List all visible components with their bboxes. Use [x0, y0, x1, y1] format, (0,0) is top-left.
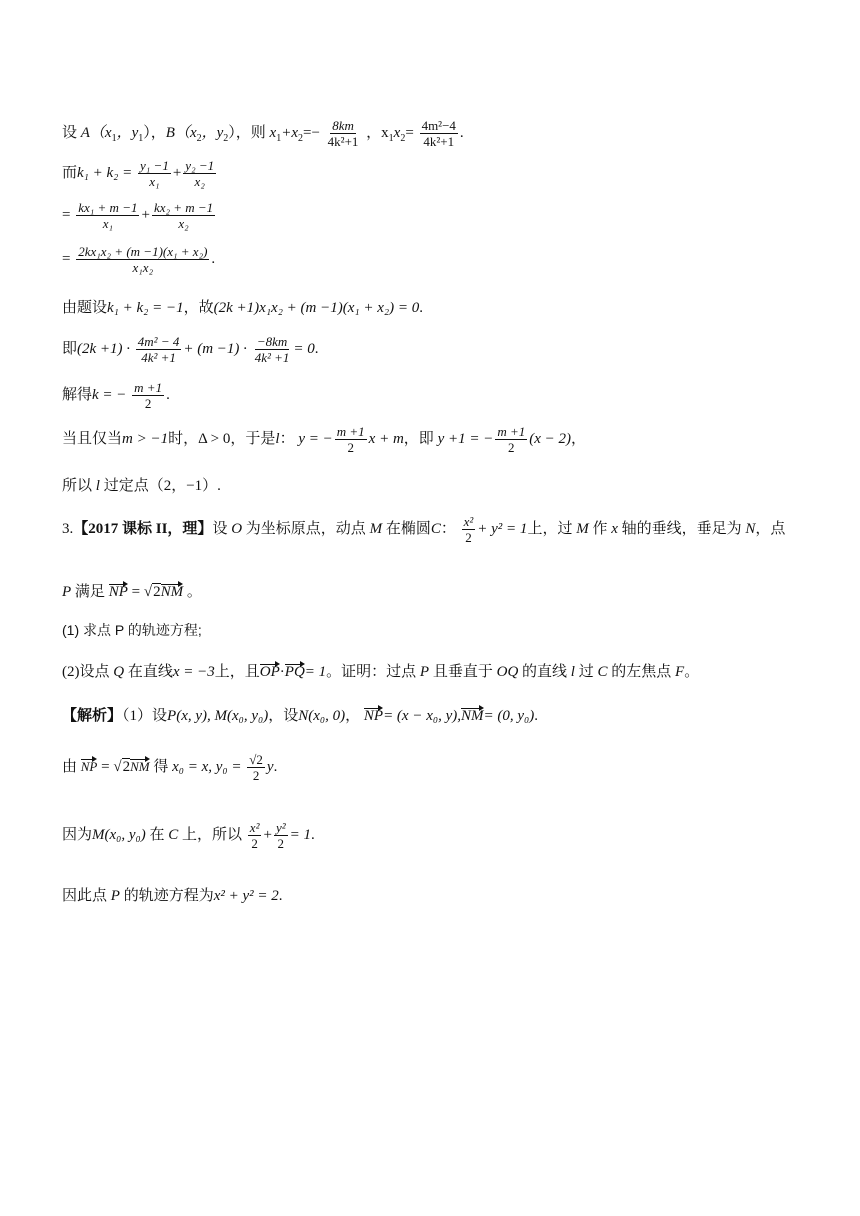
fraction: $\frac{\text{y²}}{2}$	[275, 820, 286, 851]
line-set-ab: 设 $A(x_1$，$y_1$），$B(x_2$，$y_2$），则 $x_1+x_2=-$ $\frac{8km}{\text{4k²+1}}$ ，$x_1x_2=$ $\frac{\text{4m²−4}}{\text{4k²+1}}$ .	[62, 118, 464, 149]
problem-3-statement: 3.【2017 课标 II，理】设 O 为坐标原点，动点 M 在椭圆C： $\frac{\text{x²}}{2}$ + y² = 1上，过 M 作 x 轴的垂线，垂足为 N，点	[62, 514, 786, 545]
solution-line-2: 由 NP = √2NM 得 x₀ = x, y₀ = $\frac{√2}{2}$ y.	[62, 752, 278, 783]
math: ，y	[116, 124, 139, 141]
fraction: $\frac{\text{x²}}{2}$	[249, 820, 260, 851]
math: A（x	[80, 124, 112, 141]
fraction: $\frac{\text{4m² − 4}}{\text{4k² +1}}$	[137, 334, 180, 365]
fraction: $\frac{√2}{2}$	[249, 752, 263, 783]
math: B（x	[165, 124, 197, 141]
solution-line-4: 因此点 P 的轨迹方程为x² + y² = 2.	[62, 888, 283, 904]
text: ，x	[366, 124, 389, 141]
fraction: $\frac{m +1}{2}$	[336, 424, 365, 455]
text: 设	[62, 124, 78, 141]
fraction: $\frac{m +1}{2}$	[497, 424, 526, 455]
line-fixed-point: 所以 l 过定点（2，−1）.	[62, 478, 221, 494]
solution-line-1: 【解析】（1）设P(x, y), M(x₀, y₀)，设N(x₀, 0)， NP= (x − x₀, y),NM= (0, y₀).	[62, 708, 538, 724]
fraction: $\frac{\text{kx₁ + m −1}}{\text{x₁}}$	[78, 200, 138, 231]
fraction: $\frac{8km}{\text{4k²+1}}$	[327, 118, 359, 149]
math: k₁ + k₂ =	[77, 164, 133, 181]
line-k-sum-2: = $\frac{\text{kx₁ + m −1}}{\text{x₁}}$ + $\frac{\text{kx₂ + m −1}}{\text{x₂}}$	[62, 200, 214, 231]
math: =−	[303, 124, 320, 141]
math: x	[393, 124, 401, 141]
problem-3-condition: P 满足 NP = √2NM 。	[62, 584, 202, 600]
fraction: $\frac{m +1}{2}$	[134, 380, 163, 411]
solution-line-3: 因为M(x₀, y₀) 在 C 上，所以 $\frac{\text{x²}}{2}$ + $\frac{\text{y²}}{2}$ = 1.	[62, 820, 315, 851]
math: +x	[281, 124, 298, 141]
math: x	[269, 124, 277, 141]
text: ），	[143, 124, 166, 141]
line-substitute: 即(2k +1) · $\frac{\text{4m² − 4}}{\text{4k² +1}}$ + (m −1) · $\frac{-8km}{\text{4k² +1}}$ = 0.	[62, 334, 319, 365]
question-1: (1) 求点 P 的轨迹方程;	[62, 622, 202, 638]
text: 而	[62, 164, 78, 181]
line-solve-k: 解得k = − $\frac{m +1}{2}$ .	[62, 380, 170, 411]
text: ），则	[228, 124, 266, 141]
fraction: $\frac{\text{4m²−4}}{\text{4k²+1}}$	[421, 118, 456, 149]
math: ，y	[201, 124, 224, 141]
fraction: $\frac{\text{2kx₁x₂ + (m −1)(x₁ + x₂)}}{\text{x₁x₂}}$	[78, 244, 208, 275]
line-line-equation: 当且仅当m > −1时，Δ > 0，于是l： y = − $\frac{m +1}{2}$ x + m，即 y +1 = − $\frac{m +1}{2}$ (x − 2)，	[62, 424, 587, 455]
question-2: (2)设点 Q 在直线x = −3上，且OP·PQ= 1。证明：过点 P 且垂直于 OQ 的直线 l 过 C 的左焦点 F。	[62, 664, 700, 680]
line-k-sum-3: = $\frac{\text{2kx₁x₂ + (m −1)(x₁ + x₂)}}{\text{x₁x₂}}$ .	[62, 244, 216, 275]
line-condition: 由题设k₁ + k₂ = −1，故(2k +1)x₁x₂ + (m −1)(x₁ + x₂) = 0.	[62, 300, 423, 316]
fraction: $\frac{-8km}{\text{4k² +1}}$	[254, 334, 290, 365]
fraction: $\frac{\text{x²}}{2}$	[463, 514, 474, 545]
fraction: $\frac{\text{y₂ −1}}{\text{x₂}}$	[185, 158, 215, 189]
fraction: $\frac{\text{y₁ −1}}{\text{x₁}}$	[140, 158, 169, 189]
line-k-sum: 而k₁ + k₂ = $\frac{\text{y₁ −1}}{\text{x₁}}$ + $\frac{\text{y₂ −1}}{\text{x₂}}$	[62, 158, 215, 189]
fraction: $\frac{\text{kx₂ + m −1}}{\text{x₂}}$	[153, 200, 214, 231]
math: =	[405, 124, 414, 141]
